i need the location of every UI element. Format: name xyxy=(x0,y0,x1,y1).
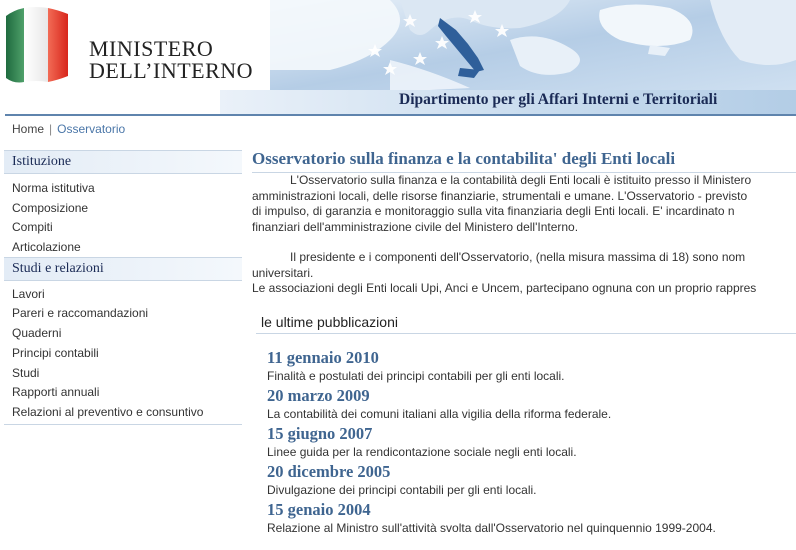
ministry-name-line1: MINISTERO xyxy=(89,36,214,61)
sidebar-list-istituzione xyxy=(4,174,242,257)
header-divider xyxy=(5,114,796,116)
ministry-name[interactable] xyxy=(89,38,253,82)
page-title: Osservatorio sulla finanza e la contabilita' degli Enti locali xyxy=(252,149,676,168)
site-header xyxy=(0,0,796,116)
sidebar-section-studi-relazioni[interactable]: Studi e relazioni xyxy=(4,257,242,281)
members-line: Il presidente e i componenti dell'Osservatorio, (nella misura massima di 18) sono nom xyxy=(290,250,746,264)
breadcrumb xyxy=(12,122,125,136)
sidebar-list-studi xyxy=(4,281,242,422)
publication-date-link[interactable]: 20 dicembre 2005 xyxy=(267,462,391,481)
intro-line: amministrazioni locali, delle risorse finanziarie, strumentali e umane. L'Osservatorio - previsto xyxy=(252,188,748,203)
publication-item xyxy=(267,462,796,500)
publication-date-link[interactable]: 20 marzo 2009 xyxy=(267,386,370,405)
ministry-name-line2: DELL’INTERNO xyxy=(89,58,254,83)
breadcrumb-current[interactable]: Osservatorio xyxy=(57,122,126,136)
publication-item xyxy=(267,424,796,462)
publication-description: Finalità e postulati dei principi contabili per gli enti locali. xyxy=(267,369,565,383)
publication-item xyxy=(267,386,796,424)
publication-date-link[interactable]: 15 genaio 2004 xyxy=(267,500,371,519)
publication-item xyxy=(267,348,796,386)
sidebar-item-quaderni[interactable]: Quaderni xyxy=(12,326,62,341)
sidebar-section-istituzione[interactable]: Istituzione xyxy=(4,150,242,174)
publication-date-link[interactable]: 11 gennaio 2010 xyxy=(267,348,379,367)
intro-line: di impulso, di garanzia e monitoraggio sulla vita finanziaria degli Enti locali. E' incardinato n xyxy=(252,204,735,218)
publication-description: Relazione al Ministro sull'attività svolta dall'Osservatorio nel quinquennio 1999-2004. xyxy=(267,521,716,535)
members-line: universitari. xyxy=(252,265,314,280)
sidebar-item-composizione[interactable]: Composizione xyxy=(12,200,89,215)
sidebar-item-principi-contabili[interactable]: Principi contabili xyxy=(12,345,99,360)
breadcrumb-separator: | xyxy=(49,122,53,136)
publications-list xyxy=(256,348,796,538)
breadcrumb-home-link[interactable]: Home xyxy=(12,122,45,136)
latest-publications xyxy=(256,311,796,538)
members-paragraph xyxy=(252,250,796,297)
sidebar-item-norma-istitutiva[interactable]: Norma istitutiva xyxy=(12,181,95,195)
sidebar-item-articolazione[interactable]: Articolazione xyxy=(12,240,81,255)
sidebar-item-pareri[interactable]: Pareri e raccomandazioni xyxy=(12,306,149,321)
publication-description: La contabilità dei comuni italiani alla vigilia della riforma federale. xyxy=(267,407,612,421)
main-content xyxy=(252,148,796,297)
publication-description: Divulgazione dei principi contabili per gli enti locali. xyxy=(267,483,537,497)
mediterranean-map-banner xyxy=(270,0,796,92)
sidebar-nav xyxy=(4,150,242,425)
sidebar-bottom-divider xyxy=(4,422,242,425)
intro-paragraph xyxy=(252,173,796,235)
italian-flag-logo xyxy=(4,6,68,84)
sidebar-item-compiti[interactable]: Compiti xyxy=(12,220,53,235)
publication-date-link[interactable]: 15 giugno 2007 xyxy=(267,424,373,443)
sidebar-item-relazioni[interactable]: Relazioni al preventivo e consuntivo xyxy=(12,404,204,419)
members-line: Le associazioni degli Enti locali Upi, Anci e Uncem, partecipano ognuna con un proprio rappres xyxy=(252,281,757,295)
publication-description: Linee guida per la rendicontazione sociale negli enti locali. xyxy=(267,445,577,459)
publications-heading: le ultime pubblicazioni xyxy=(256,311,796,334)
department-title[interactable]: Dipartimento per gli Affari Interni e Territoriali xyxy=(399,91,718,108)
publication-item xyxy=(267,500,796,538)
sidebar-item-lavori[interactable]: Lavori xyxy=(12,286,45,301)
intro-line: finanziari dell'amministrazione civile del Ministero dell'Interno. xyxy=(252,219,579,234)
sidebar-item-rapporti-annuali[interactable]: Rapporti annuali xyxy=(12,385,100,400)
intro-line: L'Osservatorio sulla finanza e la contabilità degli Enti locali è istituito presso il Ministero xyxy=(290,173,752,187)
sidebar-item-studi[interactable]: Studi xyxy=(12,365,40,380)
